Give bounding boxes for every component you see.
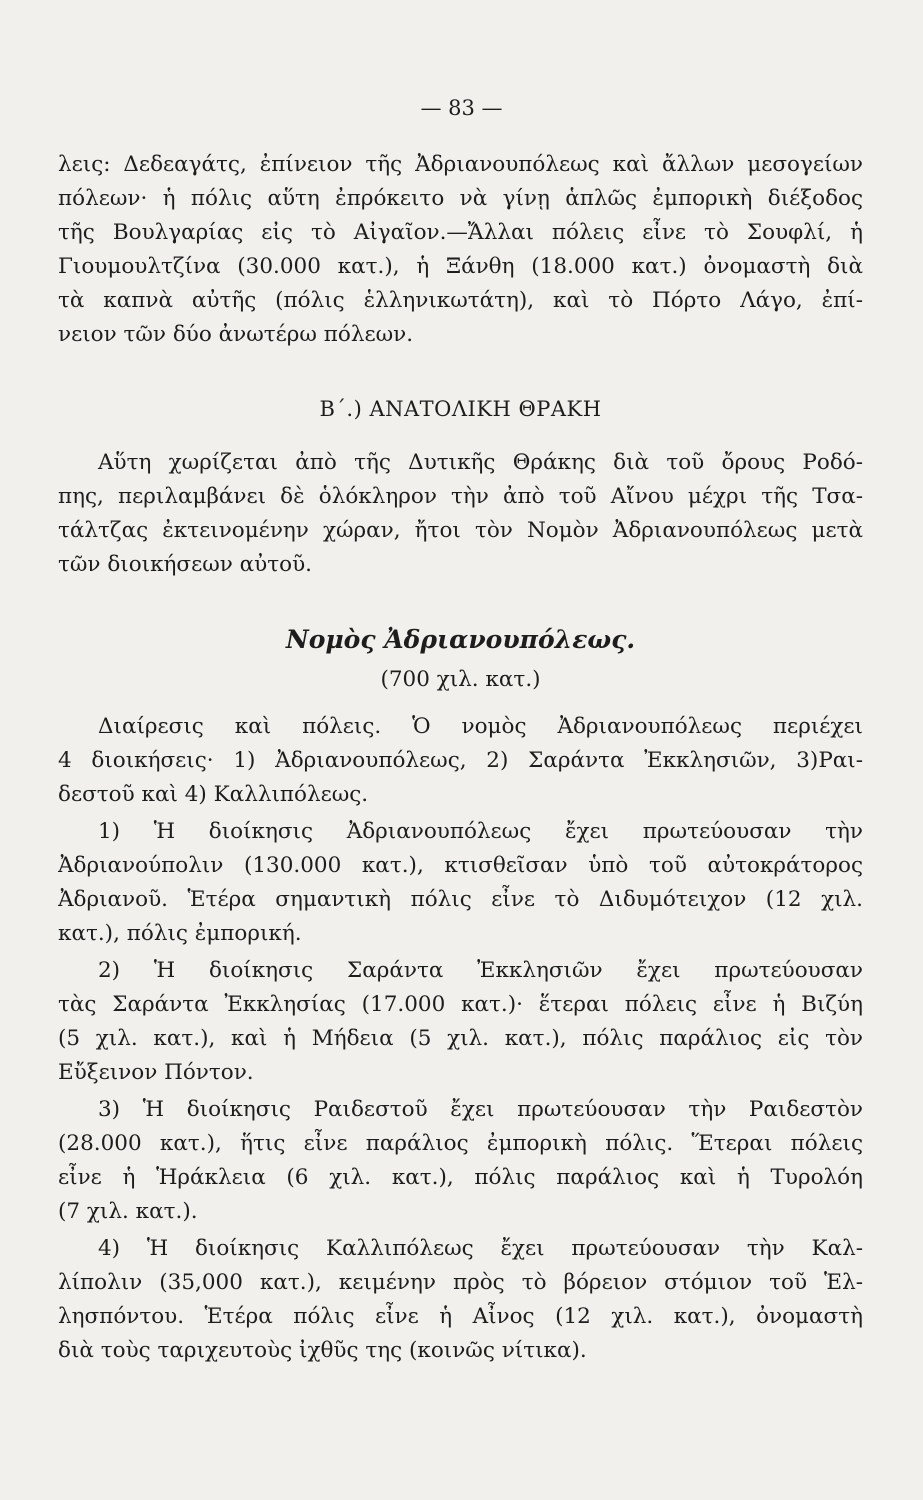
text-line: 4 διοικήσεις· 1) Ἀδριανουπόλεως, 2) Σαράντα Ἐκκλησιῶν, 3)Ραι- — [58, 748, 863, 773]
text-line: λεις: Δεδεαγάτς, ἐπίνειον τῆς Ἀδριανουπόλεως καὶ ἄλλων μεσογείων — [58, 152, 863, 177]
text-line: τῆς Βουλγαρίας εἰς τὸ Αἰγαῖον.—Ἄλλαι πόλεις εἶνε τὸ Σουφλί, ἡ — [58, 220, 863, 245]
text-line: 3) Ἡ διοίκησις Ραιδεστοῦ ἔχει πρωτεύουσαν τὴν Ραιδεστὸν — [98, 1097, 863, 1122]
text-line: Αὕτη χωρίζεται ἀπὸ τῆς Δυτικῆς Θράκης διὰ τοῦ ὄρους Ροδό- — [98, 450, 863, 475]
text-line: νειον τῶν δύο ἀνωτέρω πόλεων. — [58, 322, 414, 347]
prefecture-title: Νομὸς Ἀδριανουπόλεως. — [285, 625, 636, 654]
text-line: λησπόντου. Ἑτέρα πόλις εἶνε ἡ Αἶνος (12 χιλ. κατ.), ὀνομαστὴ — [58, 1304, 863, 1329]
text-line: δεστοῦ καὶ 4) Καλλιπόλεως. — [58, 782, 369, 807]
text-line: τῶν διοικήσεων αὐτοῦ. — [58, 552, 312, 577]
text-line: (700 χιλ. κατ.) — [380, 667, 541, 692]
text-line: (5 χιλ. κατ.), καὶ ἡ Μήδεια (5 χιλ. κατ.), πόλις παράλιος εἰς τὸν — [58, 1026, 863, 1051]
text-line: Εὔξεινον Πόντον. — [58, 1060, 254, 1085]
text-line: κατ.), πόλις ἐμπορική. — [58, 921, 302, 946]
text-line: λίπολιν (35,000 κατ.), κειμένην πρὸς τὸ βόρειον στόμιον τοῦ Ἑλ- — [58, 1270, 863, 1295]
text-line: (7 χιλ. κατ.). — [58, 1199, 198, 1224]
text-line: 2) Ἡ διοίκησις Σαράντα Ἐκκλησιῶν ἔχει πρωτεύουσαν — [98, 958, 863, 983]
text-line: τὰ καπνὰ αὐτῆς (πόλις ἑλληνικωτάτη), καὶ τὸ Πόρτο Λάγο, ἐπί- — [58, 288, 863, 313]
text-line: 1) Ἡ διοίκησις Ἀδριανουπόλεως ἔχει πρωτεύουσαν τὴν — [98, 819, 863, 844]
text-line: Διαίρεσις καὶ πόλεις. Ὁ νομὸς Ἀδριανουπόλεως περιέχει — [98, 714, 863, 739]
text-line: τὰς Σαράντα Ἐκκλησίας (17.000 κατ.)· ἕτεραι πόλεις εἶνε ἡ Βιζύη — [58, 992, 863, 1017]
text-line: 4) Ἡ διοίκησις Καλλιπόλεως ἔχει πρωτεύουσαν τὴν Καλ- — [98, 1236, 863, 1261]
text-line: πόλεων· ἡ πόλις αὕτη ἐπρόκειτο νὰ γίνῃ ἁπλῶς ἐμπορικὴ διέξοδος — [58, 186, 863, 211]
text-line: Ἀδριανοῦ. Ἑτέρα σημαντικὴ πόλις εἶνε τὸ Διδυμότειχον (12 χιλ. — [58, 887, 863, 912]
text-line: εἶνε ἡ Ἡράκλεια (6 χιλ. κατ.), πόλις παράλιος καὶ ἡ Τυρολόη — [58, 1165, 863, 1190]
text-line: Ἀδριανούπολιν (130.000 κατ.), κτισθεῖσαν ὑπὸ τοῦ αὐτοκράτορος — [58, 853, 863, 878]
text-line: πης, περιλαμβάνει δὲ ὁλόκληρον τὴν ἀπὸ τοῦ Αἴνου μέχρι τῆς Τσα- — [58, 484, 863, 509]
section-heading: Β΄.) ΑΝΑΤΟΛΙΚΗ ΘΡΑΚΗ — [319, 397, 602, 421]
text-line: τάλτζας ἐκτεινομένην χώραν, ἤτοι τὸν Νομὸν Ἀδριανουπόλεως μετὰ — [58, 518, 863, 543]
text-line: διὰ τοὺς ταριχευτοὺς ἰχθῦς της (κοινῶς νίτικα). — [58, 1338, 587, 1363]
text-line: Γιουμουλτζίνα (30.000 κατ.), ἡ Ξάνθη (18.000 κατ.) ὀνομαστὴ διὰ — [58, 254, 863, 279]
text-line: (28.000 κατ.), ἥτις εἶνε παράλιος ἐμπορικὴ πόλις. Ἕτεραι πόλεις — [58, 1131, 863, 1156]
page-number: — 83 — — [420, 96, 503, 120]
